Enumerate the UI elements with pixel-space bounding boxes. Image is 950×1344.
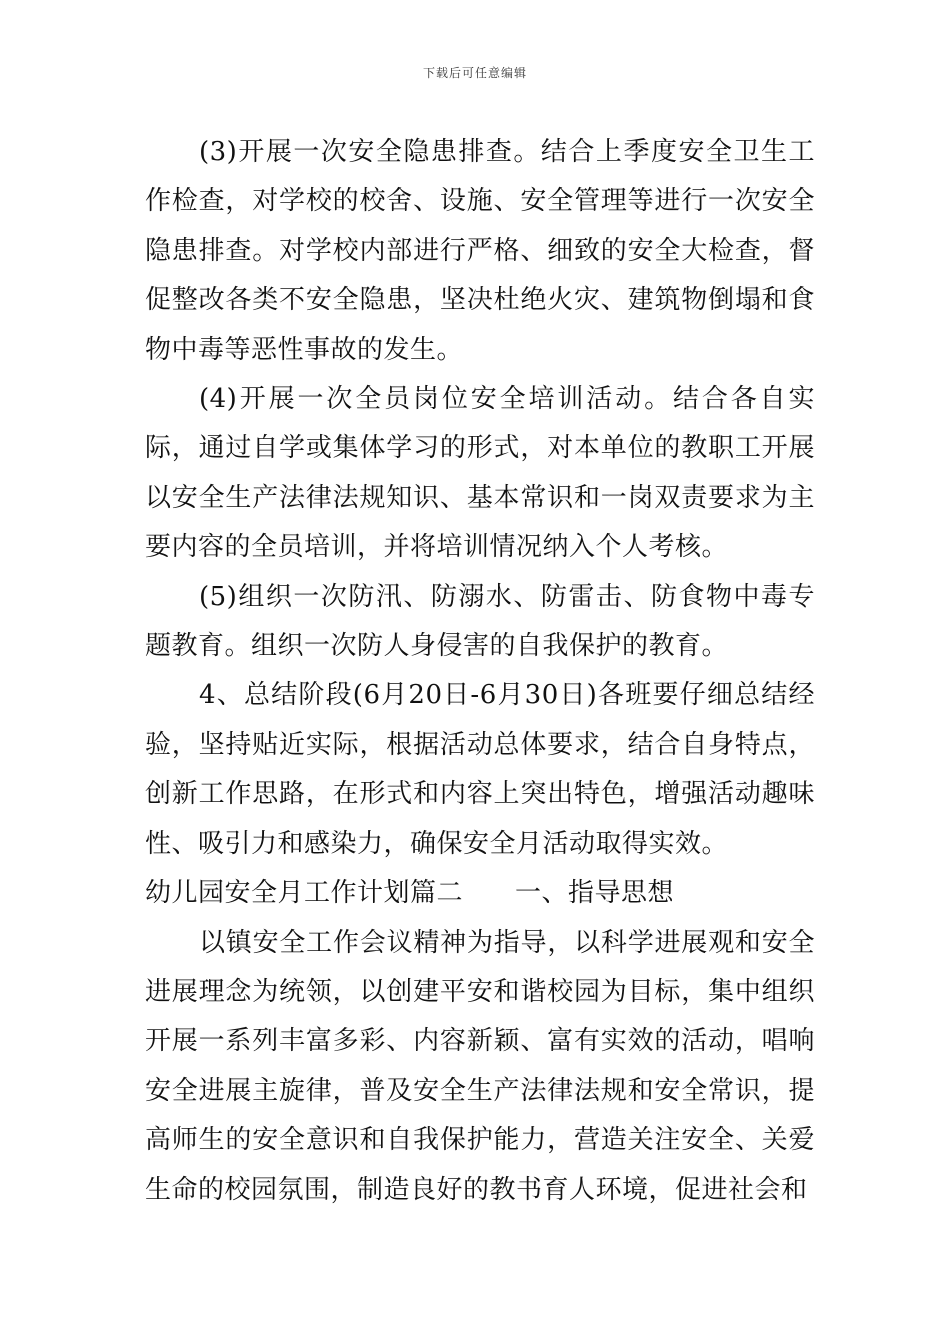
paragraph-guiding-thought: 以镇安全工作会议精神为指导，以科学进展观和安全进展理念为统领，以创建平安和谐校园为目标，集中组织开展一系列丰富多彩、内容新颖、富有实效的活动，唱响安全进展主旋律，普及安全生产法律法规和安全常识，提高师生的安全意识和自我保护能力，营造关注安全、关爱生命的校园氛围，制造良好的教书育人环境，促进社会和 xyxy=(145,927,815,1205)
paragraph-summary-stage: 4、总结阶段(6月20日-6月30日)各班要仔细总结经验，坚持贴近实际，根据活动总体要求，结合自身特点，创新工作思路，在形式和内容上突出特色，增强活动趣味性、吸引力和感染力，确保安全月活动取得实效。 xyxy=(145,680,815,859)
page-header: 下载后可任意编辑 xyxy=(422,66,527,80)
section-subheading: 一、指导思想 xyxy=(515,878,675,909)
paragraph-item-5: (5)组织一次防汛、防溺水、防雷击、防食物中毒专题教育。组织一次防人身侵害的自我保护的教育。 xyxy=(145,581,815,662)
section-title: 幼儿园安全月工作计划篇二 xyxy=(145,878,464,909)
document-body xyxy=(145,128,815,1215)
paragraph-item-4: (4)开展一次全员岗位安全培训活动。结合各自实际，通过自学或集体学习的形式，对本单位的教职工开展以安全生产法律法规知识、基本常识和一岗双责要求为主要内容的全员培训，并将培训情况纳入个人考核。 xyxy=(145,384,815,563)
section-heading-line xyxy=(145,869,815,918)
paragraph-item-3: (3)开展一次安全隐患排查。结合上季度安全卫生工作检查，对学校的校舍、设施、安全管理等进行一次安全隐患排查。对学校内部进行严格、细致的安全大检查，督促整改各类不安全隐患，坚决杜绝火灾、建筑物倒塌和食物中毒等恶性事故的发生。 xyxy=(145,137,815,365)
